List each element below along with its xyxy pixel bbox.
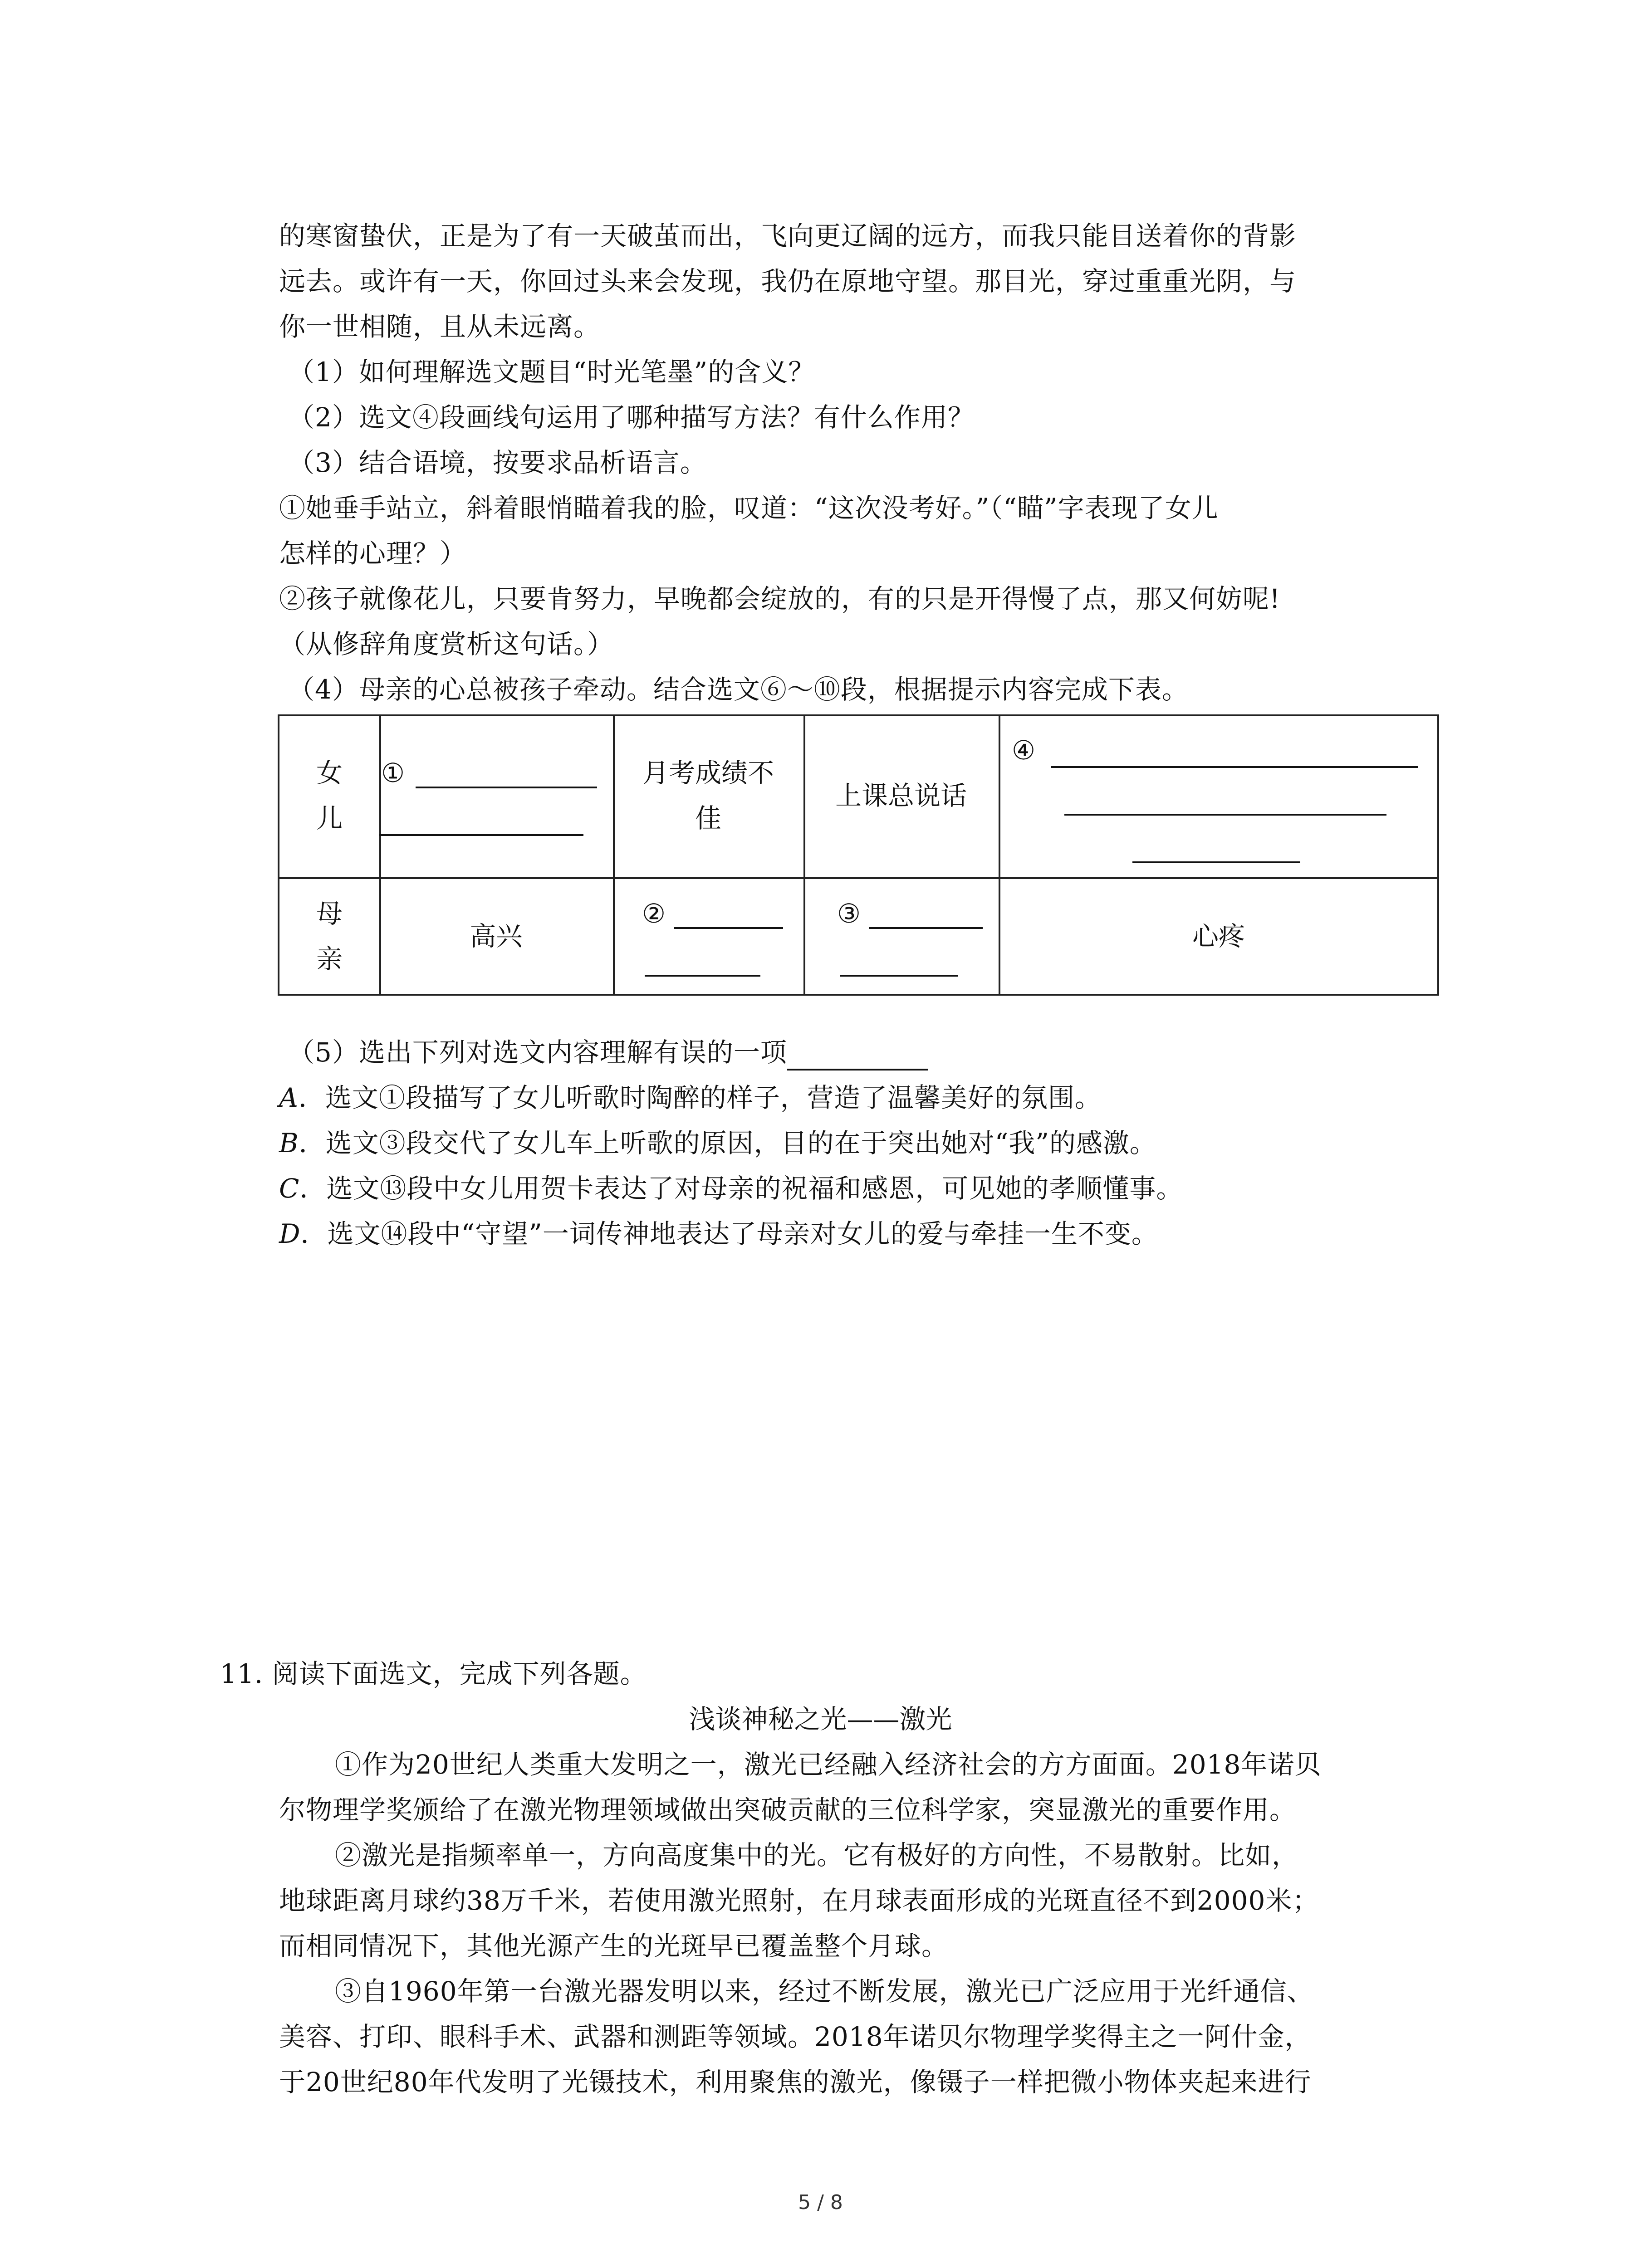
table-cell-5: 高兴 [470,921,523,952]
option-d-label: D [279,1218,301,1249]
answer-blank-2b[interactable] [645,948,760,977]
passage-title: 浅谈神秘之光——激光 [689,1704,952,1735]
question-1: （1）如何理解选文题目“时光笔墨”的含义？ [288,357,815,387]
question-11: 11. 阅读下面选文，完成下列各题。 [220,1658,647,1689]
passage-paragraph-line: ③自1960年第一台激光器发明以来，经过不断发展，激光已广泛应用于光纤通信、 [335,1976,1314,2007]
question-2: （2）选文④段画线句运用了哪种描写方法？有什么作用？ [288,402,975,433]
passage-paragraph-line: ①作为20世纪人类重大发明之一，激光已经融入经济社会的方方面面。2018年诺贝 [335,1749,1322,1780]
answer-blank-5[interactable] [787,1041,928,1070]
answer-blank-1a[interactable] [416,759,597,788]
table-row-head-mother-2: 亲 [316,943,343,974]
option-b [279,1125,1156,1161]
passage-paragraph-line: ②激光是指频率单一，方向高度集中的光。它有极好的方向性，不易散射。比如， [335,1840,1299,1871]
table-cell-7-mark: ③ [837,898,861,929]
table-cell-2-line1: 月考成绩不 [642,758,774,788]
table-cell-6-mark: ② [642,898,666,929]
option-a-text: ．选文①段描写了女儿听歌时陶醉的样子，营造了温馨美好的氛围。 [298,1082,1102,1113]
answer-table [278,714,1439,996]
table-row-head-mother-1: 母 [316,898,343,929]
question-5-text: （5）选出下列对选文内容理解有误的一项 [288,1037,787,1068]
option-c-label: C [279,1173,300,1204]
passage-paragraph-line: 尔物理学奖颁给了在激光物理领域做出突破贡献的三位科学家，突显激光的重要作用。 [279,1794,1297,1825]
table-divider [803,716,805,994]
passage-paragraph-line: 地球距离月球约38万千米，若使用激光照射，在月球表面形成的光斑直径不到2000米； [279,1885,1319,1916]
table-cell-2-line2: 佳 [695,803,721,834]
table-cell-8: 心疼 [1192,921,1245,952]
answer-blank-4c[interactable] [1132,832,1300,863]
question-5 [288,1034,928,1070]
option-d [279,1216,1158,1252]
question-3: （3）结合语境，按要求品析语言。 [288,447,707,478]
page-number: 5 / 8 [798,2191,843,2214]
passage-line-3: 你一世相随，且从未远离。 [279,311,601,342]
question-3-sub2-line2: （从修辞角度赏析这句话。） [279,629,614,660]
option-a-label: A [279,1082,299,1113]
answer-blank-2a[interactable] [674,900,783,929]
answer-blank-3b[interactable] [840,948,958,977]
answer-blank-1b[interactable] [379,807,583,836]
passage-paragraph-line: 美容、打印、眼科手术、武器和测距等领域。2018年诺贝尔物理学奖得主之一阿什金， [279,2021,1312,2052]
option-b-label: B [279,1128,299,1158]
table-cell-3: 上课总说话 [835,780,967,811]
passage-line-2: 远去。或许有一天，你回过头来会发现，我仍在原地守望。那目光，穿过重重光阴，与 [279,266,1297,297]
table-cell-4-mark: ④ [1012,735,1035,766]
question-3-sub1-line1: ①她垂手站立，斜着眼悄瞄着我的脸，叹道：“这次没考好。”（“瞄”字表现了女儿 [279,493,1219,523]
passage-paragraph-line: 于20世纪80年代发明了光镊技术，利用聚焦的激光，像镊子一样把微小物体夹起来进行 [279,2067,1312,2097]
option-a [279,1080,1102,1116]
table-row-head-daughter-1: 女 [316,758,343,788]
question-3-sub2-line1: ②孩子就像花儿，只要肯努力，早晚都会绽放的，有的只是开得慢了点，那又何妨呢! [279,583,1281,614]
table-divider [279,877,1437,879]
table-cell-1-mark: ① [381,758,405,788]
option-d-text: ．选文⑭段中“守望”一词传神地表达了母亲对女儿的爱与牵挂一生不变。 [300,1218,1158,1249]
answer-blank-3a[interactable] [869,900,983,929]
option-b-text: ．选文③段交代了女儿车上听歌的原因，目的在于突出她对“我”的感激。 [299,1128,1156,1158]
table-row-head-daughter-2: 儿 [316,803,343,834]
option-c-text: ．选文⑬段中女儿用贺卡表达了对母亲的祝福和感恩，可见她的孝顺懂事。 [299,1173,1183,1204]
answer-blank-4a[interactable] [1051,737,1418,768]
answer-blank-4b[interactable] [1064,784,1386,816]
question-3-sub1-line2: 怎样的心理？） [279,538,467,569]
question-4: （4）母亲的心总被孩子牵动。结合选文⑥～⑩段，根据提示内容完成下表。 [288,674,1189,705]
passage-line-1: 的寒窗蛰伏，正是为了有一天破茧而出，飞向更辽阔的远方，而我只能目送着你的背影 [279,220,1297,251]
option-c [279,1170,1183,1207]
passage-paragraph-line: 而相同情况下，其他光源产生的光斑早已覆盖整个月球。 [279,1931,949,1961]
